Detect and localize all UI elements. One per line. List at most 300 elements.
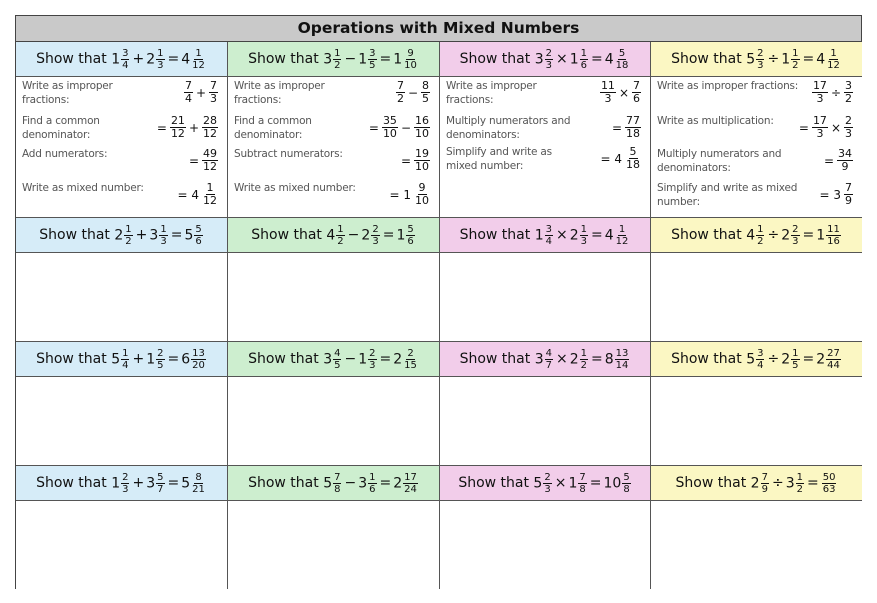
step-label: Find a common denominator: (22, 115, 100, 141)
answer-space[interactable] (16, 377, 228, 466)
numerator: 35 (382, 114, 397, 127)
whole-number: 3 (534, 51, 544, 67)
step-expression (811, 80, 854, 105)
mixed-number (570, 224, 589, 247)
numerator: 11 (827, 223, 840, 235)
fraction (826, 224, 841, 247)
operator: + (132, 51, 145, 67)
step-expression (367, 115, 431, 140)
whole-number: 4 (326, 227, 336, 243)
fraction (202, 115, 218, 140)
step-label: Write as improper fractions: (234, 80, 325, 106)
denominator: 5 (157, 359, 164, 371)
denominator: 6 (633, 92, 640, 105)
denominator: 8 (334, 483, 341, 495)
numerator: 2 (372, 223, 379, 235)
worked-solution-box (16, 77, 228, 218)
numerator: 13 (192, 347, 205, 359)
mixed-number (181, 48, 207, 71)
denominator: 3 (210, 92, 217, 105)
numerator: 2 (157, 347, 164, 359)
fraction (826, 348, 841, 371)
whole-number: 1 (111, 51, 121, 67)
denominator: 2 (334, 59, 341, 71)
numerator: 2 (407, 347, 414, 359)
mixed-number (816, 224, 842, 247)
problem-header (16, 466, 228, 501)
fraction (844, 182, 853, 207)
operator: + (135, 227, 148, 243)
denominator: 63 (822, 483, 836, 495)
denominator: 5 (792, 359, 799, 371)
fraction (545, 224, 553, 247)
denominator: 9 (841, 160, 849, 173)
denominator: 12 (203, 160, 217, 173)
mixed-number (146, 472, 165, 495)
denominator: 44 (827, 359, 840, 371)
numerator: 27 (827, 347, 840, 359)
whole-number: 1 (816, 227, 826, 243)
mixed-number (781, 348, 800, 371)
operator: × (555, 351, 568, 367)
denominator: 14 (615, 359, 629, 371)
numerator: 8 (422, 79, 429, 92)
fraction (202, 148, 218, 173)
numerator: 7 (633, 79, 640, 92)
denominator: 24 (404, 483, 417, 495)
denominator: 12 (827, 59, 840, 71)
worksheet (15, 15, 862, 589)
math-symbol: = (823, 153, 834, 168)
step-label: Multiply numerators and denominators: (446, 115, 571, 141)
denominator: 12 (203, 127, 217, 140)
denominator: 4 (122, 359, 129, 371)
problem-header (16, 42, 228, 77)
mixed-number (323, 348, 342, 371)
denominator: 15 (404, 359, 417, 371)
denominator: 3 (122, 483, 129, 495)
numerator: 1 (160, 223, 167, 235)
whole-number: 5 (181, 475, 191, 491)
numerator: 17 (812, 114, 827, 127)
numerator: 1 (157, 47, 164, 59)
problem-header (16, 342, 228, 377)
problem-header (440, 466, 651, 501)
numerator: 34 (838, 147, 852, 160)
worksheet-title: Operations with Mixed Numbers (16, 16, 861, 42)
whole-number: 4 (746, 227, 756, 243)
step-expression (599, 80, 642, 105)
fraction (791, 224, 799, 247)
fraction (191, 48, 206, 71)
fraction (368, 472, 376, 495)
worked-solution-box (228, 77, 440, 218)
fraction (756, 348, 764, 371)
fraction (844, 115, 853, 140)
fraction (156, 48, 164, 71)
whole-number: 10 (603, 475, 622, 491)
denominator: 2 (757, 235, 764, 247)
mixed-number (746, 224, 765, 247)
step-label: Write as mixed number: (234, 182, 356, 194)
mixed-number (570, 48, 589, 71)
fraction (421, 80, 430, 105)
whole-number: 2 (146, 51, 156, 67)
denominator: 3 (792, 235, 799, 247)
answer-space[interactable] (651, 377, 862, 466)
math-symbol: = (188, 153, 199, 168)
show-that-label: Show that (458, 475, 534, 491)
equals-sign: = (167, 475, 180, 491)
numerator: 49 (203, 147, 217, 160)
fraction (615, 48, 630, 71)
denominator: 12 (203, 194, 217, 207)
fraction (837, 148, 853, 173)
whole-number: 2 (114, 227, 124, 243)
numerator: 1 (122, 347, 129, 359)
mixed-number (570, 348, 589, 371)
math-symbol: = (368, 120, 379, 135)
mixed-number (146, 348, 165, 371)
denominator: 10 (415, 127, 429, 140)
whole-number: 2 (750, 475, 760, 491)
equals-sign: = (170, 227, 183, 243)
denominator: 6 (407, 235, 414, 247)
equals-sign: = (379, 351, 392, 367)
fraction (156, 348, 164, 371)
answer-space[interactable] (228, 501, 440, 589)
numerator: 1 (580, 347, 588, 359)
answer-space[interactable] (228, 377, 440, 466)
step-expression (187, 148, 219, 173)
denominator: 3 (580, 235, 588, 247)
equals-sign: = (591, 227, 603, 243)
fraction (406, 224, 414, 247)
numerator: 21 (170, 114, 185, 127)
math-symbol: = (611, 120, 622, 135)
problem-header (440, 218, 651, 253)
numerator: 5 (618, 47, 626, 59)
numerator: 3 (845, 79, 852, 92)
denominator: 3 (604, 92, 612, 105)
show-that-label: Show that (671, 51, 747, 67)
step-expression (175, 182, 219, 207)
fraction (184, 80, 193, 105)
numerator: 7 (579, 471, 586, 483)
fraction (580, 48, 588, 71)
step-label: Subtract numerators: (234, 148, 343, 160)
mixed-number (603, 472, 631, 495)
fraction (191, 472, 206, 495)
mixed-number (326, 224, 345, 247)
fraction (791, 48, 799, 71)
step-label: Write as improper fractions: (657, 80, 799, 92)
step-label: Add numerators: (22, 148, 108, 160)
whole-number: 1 (568, 475, 578, 491)
fraction (403, 472, 418, 495)
denominator: 20 (192, 359, 205, 371)
fraction (403, 48, 418, 71)
denominator: 6 (369, 483, 376, 495)
step-expression (395, 80, 431, 105)
fraction (371, 224, 379, 247)
mixed-number (396, 224, 415, 247)
fraction (622, 472, 630, 495)
whole-number: 2 (361, 227, 371, 243)
step-expression (797, 115, 854, 140)
denominator: 3 (545, 59, 552, 71)
show-that-label: Show that (39, 227, 115, 243)
fraction (615, 348, 630, 371)
denominator: 10 (382, 127, 397, 140)
fraction (336, 224, 344, 247)
numerator: 7 (845, 181, 852, 194)
denominator: 3 (816, 92, 824, 105)
denominator: 2 (845, 92, 852, 105)
problem-header (228, 218, 440, 253)
whole-number: 1 (534, 227, 544, 243)
mixed-number (746, 348, 765, 371)
denominator: 18 (626, 127, 640, 140)
mixed-number (111, 472, 130, 495)
problem-header (16, 218, 228, 253)
mixed-number (393, 48, 419, 71)
fraction (822, 472, 837, 495)
numerator: 8 (195, 471, 202, 483)
mixed-number (323, 472, 342, 495)
whole-number: 3 (323, 351, 333, 367)
math-symbol: + (195, 85, 206, 100)
numerator: 1 (792, 347, 799, 359)
answer-space[interactable] (440, 501, 651, 589)
answer-space[interactable] (16, 501, 228, 589)
problem-header (651, 42, 862, 77)
step-expression (399, 148, 431, 173)
numerator: 1 (796, 471, 803, 483)
operator: × (555, 227, 568, 243)
mixed-number (535, 348, 554, 371)
fraction (170, 115, 186, 140)
show-that-label: Show that (675, 475, 751, 491)
mixed-number (393, 472, 419, 495)
problem-header (651, 342, 862, 377)
fraction (209, 80, 218, 105)
operator: − (347, 227, 360, 243)
math-symbol: = (798, 120, 809, 135)
numerator: 1 (125, 223, 132, 235)
numerator: 5 (623, 471, 630, 483)
operator: − (344, 475, 357, 491)
numerator: 1 (369, 471, 376, 483)
mixed-number (184, 224, 203, 247)
numerator: 50 (822, 471, 836, 483)
fraction (826, 48, 841, 71)
denominator: 12 (192, 59, 205, 71)
denominator: 12 (615, 235, 629, 247)
numerator: 3 (122, 47, 129, 59)
show-that-label: Show that (248, 475, 324, 491)
step-expression (598, 146, 642, 171)
step-label: Multiply numerators and denominators: (657, 148, 782, 174)
fraction (333, 348, 341, 371)
math-symbol: = 4 (177, 187, 199, 202)
equals-sign: = (167, 51, 180, 67)
equals-sign: = (591, 351, 603, 367)
numerator: 1 (580, 47, 588, 59)
fraction (625, 146, 641, 171)
whole-number: 5 (111, 351, 121, 367)
mixed-number (358, 48, 377, 71)
problem-header (651, 466, 862, 501)
whole-number: 2 (781, 227, 791, 243)
operator: + (132, 475, 145, 491)
problem-header (440, 42, 651, 77)
numerator: 2 (369, 347, 376, 359)
numerator: 7 (184, 79, 192, 92)
fraction (600, 80, 616, 105)
fraction (844, 80, 853, 105)
equals-sign: = (379, 475, 392, 491)
equals-sign: = (167, 351, 180, 367)
fraction (632, 80, 641, 105)
show-that-label: Show that (671, 227, 747, 243)
whole-number: 2 (816, 351, 826, 367)
mixed-number (358, 472, 377, 495)
denominator: 3 (372, 235, 379, 247)
math-symbol: = 4 (600, 151, 622, 166)
denominator: 2 (396, 92, 404, 105)
mixed-number (751, 472, 770, 495)
numerator: 1 (195, 47, 202, 59)
fraction (121, 348, 129, 371)
whole-number: 1 (569, 51, 579, 67)
numerator: 5 (195, 223, 202, 235)
whole-number: 1 (111, 475, 121, 491)
denominator: 12 (170, 127, 185, 140)
numerator: 4 (334, 347, 341, 359)
denominator: 10 (404, 59, 417, 71)
whole-number: 6 (181, 351, 191, 367)
whole-number: 4 (816, 51, 826, 67)
denominator: 2 (796, 483, 803, 495)
show-that-label: Show that (248, 351, 324, 367)
whole-number: 2 (393, 475, 403, 491)
numerator: 17 (812, 79, 827, 92)
fraction (396, 80, 405, 105)
whole-number: 4 (604, 227, 614, 243)
answer-space[interactable] (16, 253, 228, 342)
denominator: 3 (544, 483, 551, 495)
show-that-label: Show that (248, 51, 324, 67)
numerator: 1 (580, 223, 588, 235)
mixed-number (361, 224, 380, 247)
answer-space[interactable] (228, 253, 440, 342)
numerator: 1 (334, 47, 341, 59)
step-label: Find a common denominator: (234, 115, 312, 141)
whole-number: 5 (746, 351, 756, 367)
answer-space[interactable] (651, 253, 862, 342)
numerator: 1 (206, 181, 214, 194)
numerator: 3 (757, 347, 764, 359)
numerator: 19 (415, 147, 429, 160)
fraction (543, 472, 551, 495)
mixed-number (114, 224, 133, 247)
denominator: 8 (623, 483, 630, 495)
denominator: 5 (369, 59, 376, 71)
mixed-number (535, 48, 554, 71)
denominator: 2 (337, 235, 344, 247)
show-that-label: Show that (459, 351, 535, 367)
numerator: 2 (845, 114, 852, 127)
numerator: 3 (369, 47, 376, 59)
fraction (625, 115, 641, 140)
numerator: 13 (615, 347, 629, 359)
answer-space[interactable] (440, 377, 651, 466)
fraction (545, 48, 553, 71)
denominator: 9 (761, 483, 768, 495)
numerator: 5 (407, 223, 414, 235)
numerator: 7 (334, 471, 341, 483)
whole-number: 5 (533, 475, 543, 491)
equals-sign: = (802, 227, 815, 243)
denominator: 6 (580, 59, 588, 71)
step-label: Write as multiplication: (657, 115, 774, 127)
answer-space[interactable] (440, 253, 651, 342)
show-that-label: Show that (671, 351, 747, 367)
numerator: 7 (210, 79, 217, 92)
fraction (578, 472, 586, 495)
mixed-number (181, 348, 207, 371)
math-symbol: = 1 (389, 187, 411, 202)
math-symbol: − (400, 120, 411, 135)
fraction (121, 48, 129, 71)
numerator: 1 (830, 47, 837, 59)
whole-number: 1 (393, 51, 403, 67)
step-expression (822, 148, 854, 173)
denominator: 21 (192, 483, 205, 495)
fraction (580, 224, 588, 247)
denominator: 18 (615, 59, 629, 71)
fraction (124, 224, 132, 247)
denominator: 3 (369, 359, 376, 371)
whole-number: 1 (358, 351, 368, 367)
whole-number: 3 (323, 51, 333, 67)
denominator: 4 (757, 359, 764, 371)
fraction (202, 182, 218, 207)
math-symbol: × (830, 120, 841, 135)
equals-sign: = (589, 475, 602, 491)
equals-sign: = (806, 475, 819, 491)
numerator: 9 (407, 47, 414, 59)
numerator: 1 (618, 223, 626, 235)
step-expression (155, 115, 219, 140)
answer-space[interactable] (651, 501, 862, 589)
math-symbol: ÷ (830, 85, 841, 100)
denominator: 2 (792, 59, 799, 71)
fraction (159, 224, 167, 247)
numerator: 28 (203, 114, 217, 127)
denominator: 10 (415, 194, 429, 207)
fraction (545, 348, 553, 371)
numerator: 5 (629, 145, 637, 158)
whole-number: 8 (604, 351, 614, 367)
fraction (761, 472, 769, 495)
equals-sign: = (802, 351, 815, 367)
show-that-label: Show that (36, 51, 112, 67)
equals-sign: = (379, 51, 392, 67)
step-expression (183, 80, 219, 105)
math-symbol: × (618, 85, 629, 100)
